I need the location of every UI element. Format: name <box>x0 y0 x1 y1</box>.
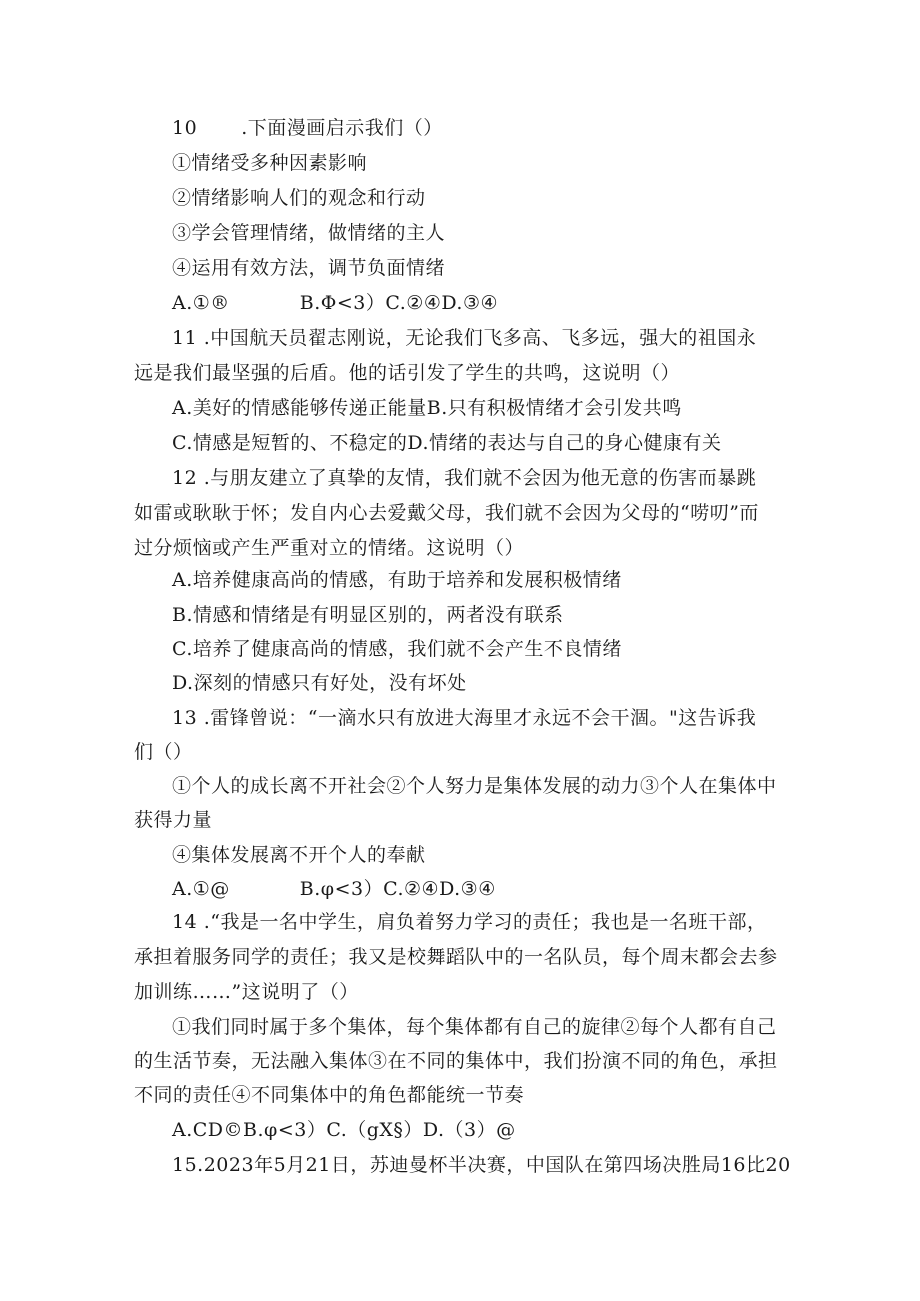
question-13-line-1: 13 .雷锋曾说：“一滴水只有放进大海里才永远不会干涸。"这告诉我 <box>172 707 757 729</box>
question-10-options <box>172 291 498 315</box>
question-10-number: 10 <box>172 117 198 139</box>
question-11-line-1: 11 .中国航天员翟志刚说，无论我们飞多高、飞多远，强大的祖国永 <box>172 327 757 349</box>
question-11-options-1: A.美好的情感能够传递正能量B.只有积极情绪才会引发共鸣 <box>172 397 682 419</box>
question-14-line-1: 14 .“我是一名中学生，肩负着努力学习的责任；我也是一名班干部， <box>172 911 767 933</box>
question-13-line-2: 们（） <box>134 741 193 763</box>
question-14-line-3: 加训练……”这说明了（） <box>134 981 359 1003</box>
question-14-items-2: 的生活节奏，无法融入集体③在不同的集体中，我们扮演不同的角色，承担 <box>134 1050 778 1072</box>
question-10-item-2: ②情绪影响人们的观念和行动 <box>172 187 426 209</box>
question-10-option-a: A.①® <box>172 292 230 314</box>
question-12-line-1: 12 .与朋友建立了真挚的友情，我们就不会因为他无意的伤害而暴跳 <box>172 467 757 489</box>
question-12-option-a: A.培养健康高尚的情感，有助于培养和发展积极情绪 <box>172 569 622 591</box>
question-12-option-c: C.培养了健康高尚的情感，我们就不会产生不良情绪 <box>172 638 622 660</box>
question-10-text: .下面漫画启示我们（） <box>241 117 443 139</box>
question-13-options <box>172 877 496 901</box>
question-14-items-3: 不同的责任④不同集体中的角色都能统一节奏 <box>134 1084 525 1106</box>
question-12-option-b: B.情感和情绪是有明显区别的，两者没有联系 <box>172 604 564 626</box>
question-11-options-2: C.情感是短暂的、不稳定的D.情绪的表达与自己的身心健康有关 <box>172 432 722 454</box>
question-12-line-3: 过分烦恼或产生严重对立的情绪。这说明（） <box>134 537 525 559</box>
question-14-items-1: ①我们同时属于多个集体，每个集体都有自己的旋律②每个人都有自己 <box>172 1016 777 1038</box>
question-11-line-2: 远是我们最坚强的后盾。他的话引发了学生的共鸣，这说明（） <box>134 362 681 384</box>
question-10-item-3: ③学会管理情绪，做情绪的主人 <box>172 222 446 244</box>
question-12-option-d: D.深刻的情感只有好处，没有坏处 <box>172 672 467 694</box>
question-12-line-2: 如雷或耿耿于怀；发自内心去爱戴父母，我们就不会因为父母的“唠叨”而 <box>134 502 759 524</box>
question-14-line-2: 承担着服务同学的责任；我又是校舞蹈队中的一名队员，每个周末都会去参 <box>134 946 778 968</box>
question-13-items-2: 获得力量 <box>134 809 213 831</box>
question-10-stem <box>172 116 443 140</box>
question-13-option-a: A.①@ <box>172 878 230 900</box>
question-13-items-1: ①个人的成长离不开社会②个人努力是集体发展的动力③个人在集体中 <box>172 775 777 797</box>
question-10-item-4: ④运用有效方法，调节负面情绪 <box>172 257 446 279</box>
question-13-items-3: ④集体发展离不开个人的奉献 <box>172 844 426 866</box>
question-14-options: A.CD©B.φ<3）C.（gX§）D.（3）@ <box>172 1119 516 1141</box>
question-10-item-1: ①情绪受多种因素影响 <box>172 152 368 174</box>
question-13-option-rest: B.φ<3）C.②④D.③④ <box>299 878 496 900</box>
question-10-option-rest: B.Φ<3）C.②④D.③④ <box>299 292 499 314</box>
question-15-line-1: 15.2023年5月21日，苏迪曼杯半决赛，中国队在第四场决胜局16比20 <box>172 1154 791 1176</box>
